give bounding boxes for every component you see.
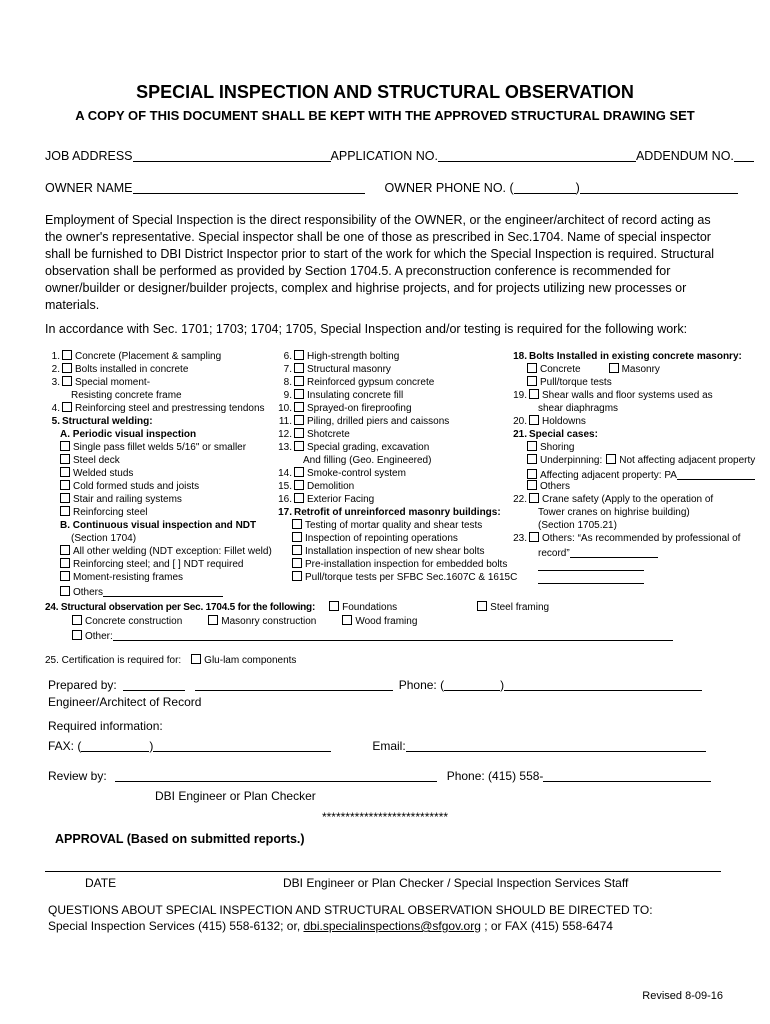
owner-name-label: OWNER NAME [45, 181, 133, 195]
item-number: 11. [278, 416, 292, 427]
revised-date-label: Revised 8-09-16 [642, 990, 723, 1002]
item-label: Others [540, 481, 571, 492]
prepared-by-short-field[interactable] [123, 678, 185, 691]
item-label: Inspection of repointing operations [305, 533, 458, 544]
inspection-column-1 [45, 350, 277, 597]
prepared-by-label: Prepared by: [48, 678, 117, 692]
inspection-item [512, 532, 760, 545]
item-label: Exterior Facing [307, 494, 375, 505]
checkbox[interactable] [527, 469, 537, 479]
owner-name-field[interactable] [133, 181, 365, 194]
item-label: record” [538, 548, 570, 559]
blank-field[interactable] [103, 584, 223, 597]
owner-phone-area-field[interactable] [514, 181, 576, 194]
inspection-item [45, 441, 277, 454]
intro-paragraph: Employment of Special Inspection is the direct responsibility of the OWNER, or the engineer/architect of record acting as the owner's representative. Special inspector shall be one of those as prescribed in Sec.1704. Name of special inspector shall be furnished to DBI District Inspector prior to start of the work for which the Special Inspection is required. Structural observation shall be performed as provided by Section 1704.5. A preconstruction conference is recommended for owner/builder or designer/builder projects, complex and highrise projects, and for projects utilizing new processes or materials. [45, 213, 715, 312]
checkbox[interactable] [62, 350, 72, 360]
questions-line: QUESTIONS ABOUT SPECIAL INSPECTION AND STRUCTURAL OBSERVATION SHOULD BE DIRECTED TO: [48, 903, 653, 917]
option-foundations [329, 602, 397, 613]
inspection-item [512, 389, 760, 402]
section-24-heading: 24. Structural observation per Sec. 1704.5 for the following: [45, 602, 316, 613]
fax-field[interactable] [153, 739, 331, 752]
paren-close: ) [500, 678, 505, 692]
blank-field[interactable] [570, 545, 658, 558]
item-label: (Section 1704) [71, 533, 137, 544]
inspection-item [512, 480, 760, 493]
item-number: 12. [278, 429, 292, 440]
item-label: Masonry [621, 364, 660, 375]
checkbox[interactable] [60, 571, 70, 581]
checkbox[interactable] [62, 376, 72, 386]
item-number: 6. [283, 351, 292, 362]
item-label: Reinforcing steel [73, 507, 148, 518]
option-steel-framing [477, 602, 549, 613]
section-24 [45, 601, 723, 642]
email-field[interactable] [406, 739, 706, 752]
contact-pre: Special Inspection Services (415) 558-6132; or, [48, 919, 304, 933]
item-number: 21. [513, 429, 527, 440]
checkbox[interactable] [60, 493, 70, 503]
inspection-item [277, 415, 512, 428]
item-label: Shotcrete [307, 429, 350, 440]
item-label: (Section 1705.21) [538, 520, 617, 531]
item-number: 20. [513, 416, 527, 427]
inspection-item [512, 571, 760, 584]
fax-label: FAX: ( [48, 739, 82, 753]
item-number: 17. [278, 507, 292, 518]
job-address-label: JOB ADDRESS [45, 149, 133, 163]
inspection-item [45, 415, 277, 428]
item-number: 8. [283, 377, 292, 388]
inspection-item [277, 389, 512, 402]
checkbox-label: Foundations [342, 602, 398, 613]
checkbox[interactable] [60, 506, 70, 516]
checkbox[interactable] [529, 532, 539, 542]
inspection-item [277, 402, 512, 415]
prepared-phone-label: Phone: ( [398, 678, 445, 692]
option-glulam [191, 655, 296, 666]
inspection-item [45, 402, 277, 415]
inspection-item [512, 441, 760, 454]
contact-line [48, 919, 613, 933]
item-label: Bolts Installed in existing concrete masonry: [529, 351, 742, 362]
item-number: 3. [51, 377, 60, 388]
item-label: Reinforcing steel and prestressing tendons [75, 403, 265, 414]
checkbox[interactable] [60, 480, 70, 490]
checkbox[interactable] [62, 402, 72, 412]
inspection-item [277, 532, 512, 545]
owner-phone-field[interactable] [580, 181, 738, 194]
checkbox[interactable] [529, 389, 539, 399]
option-other [72, 631, 673, 642]
checkbox[interactable] [60, 545, 70, 555]
checkbox[interactable] [292, 532, 302, 542]
inspection-item [512, 558, 760, 571]
review-by-row [48, 769, 711, 783]
signature-line[interactable] [45, 871, 721, 872]
checkbox[interactable] [60, 454, 70, 464]
inspection-item [277, 350, 512, 363]
item-label: Steel deck [73, 455, 120, 466]
option-wood-framing [342, 616, 417, 627]
inspection-item [512, 454, 760, 467]
checkbox[interactable] [294, 402, 304, 412]
inspection-item [45, 545, 277, 558]
inspection-item [512, 376, 760, 389]
inspection-item [45, 389, 277, 402]
item-number: 2. [51, 364, 60, 375]
item-number: 16. [278, 494, 292, 505]
inspection-item [277, 506, 512, 519]
prepared-by-name-field[interactable] [195, 678, 393, 691]
item-number: 1. [51, 351, 60, 362]
inspection-item [512, 363, 760, 376]
item-label: Bolts installed in concrete [75, 364, 189, 375]
review-phone-label: Phone: (415) 558- [446, 769, 544, 783]
item-number: 15. [278, 481, 292, 492]
checkbox[interactable] [294, 493, 304, 503]
inspection-item [277, 363, 512, 376]
checkbox[interactable] [62, 363, 72, 373]
item-label: Special cases: [529, 429, 598, 440]
item-label: Concrete (Placement & sampling [75, 351, 222, 362]
item-number: 23. [513, 533, 527, 544]
item-label: Others [73, 587, 104, 598]
inspection-item [45, 454, 277, 467]
review-by-label: Review by: [48, 769, 107, 783]
inspection-item [277, 428, 512, 441]
checkbox[interactable] [294, 441, 304, 451]
review-role-label: DBI Engineer or Plan Checker [155, 789, 316, 803]
option-masonry-construction [208, 616, 316, 627]
item-label: A. Periodic visual inspection [60, 429, 197, 440]
item-number: 10. [278, 403, 292, 414]
checkbox[interactable] [529, 493, 539, 503]
item-number: 9. [283, 390, 292, 401]
item-label: Resisting concrete frame [71, 390, 182, 401]
item-label: High-strength bolting [307, 351, 400, 362]
item-number: 22. [513, 494, 527, 505]
checkbox[interactable] [477, 601, 487, 611]
checkbox[interactable] [60, 441, 70, 451]
blank-field[interactable] [677, 467, 755, 480]
checkbox-label: Other: [85, 631, 113, 642]
checkbox[interactable] [292, 571, 302, 581]
item-label: Special moment- [75, 377, 151, 388]
checkbox[interactable] [292, 545, 302, 555]
item-label: Demolition [307, 481, 355, 492]
item-label: B. Continuous visual inspection and NDT [60, 520, 257, 531]
inspection-column-2 [277, 350, 518, 597]
item-label: Structural masonry [307, 364, 391, 375]
inspection-item [45, 519, 277, 532]
item-label: Crane safety (Apply to the operation of [542, 494, 714, 505]
checkbox[interactable] [294, 428, 304, 438]
checkbox[interactable] [527, 441, 537, 451]
item-number: 19. [513, 390, 527, 401]
item-label: Pull/torque tests [540, 377, 612, 388]
paren-close: ) [575, 181, 580, 195]
owner-row [45, 181, 738, 195]
checkbox[interactable] [294, 389, 304, 399]
prepared-role-label: Engineer/Architect of Record [48, 695, 202, 709]
checkbox[interactable] [527, 480, 537, 490]
inspection-item [45, 532, 277, 545]
inspection-item [512, 545, 760, 558]
checkbox[interactable] [292, 519, 302, 529]
signature-role-label: DBI Engineer or Plan Checker / Special Inspection Services Staff [283, 876, 629, 890]
inspection-item [512, 428, 760, 441]
inspection-item [512, 519, 760, 532]
checkbox[interactable] [294, 467, 304, 477]
checkbox[interactable] [208, 615, 218, 625]
inspection-item [277, 480, 512, 493]
item-label: Piling, drilled piers and caissons [307, 416, 450, 427]
fax-area-field[interactable] [81, 739, 149, 752]
item-label: Welded studs [73, 468, 134, 479]
checkbox[interactable] [294, 350, 304, 360]
inspection-item [45, 480, 277, 493]
inspection-item [277, 545, 512, 558]
application-no-label: APPLICATION NO. [330, 149, 438, 163]
inspection-item [277, 454, 512, 467]
checkbox[interactable] [529, 415, 539, 425]
inspection-item [277, 571, 518, 584]
inspection-item [45, 467, 277, 480]
blank-field[interactable] [538, 571, 644, 584]
item-label: Pre-installation inspection for embedded bolts [305, 559, 508, 570]
checkbox[interactable] [72, 615, 82, 625]
item-label: Testing of mortar quality and shear tests [305, 520, 483, 531]
email-link[interactable]: dbi.specialinspections@sfgov.org [303, 919, 481, 933]
checkbox[interactable] [342, 615, 352, 625]
checkbox[interactable] [294, 363, 304, 373]
required-info-heading: Required information: [48, 719, 163, 733]
date-label: DATE [85, 876, 117, 890]
inspection-item [45, 428, 277, 441]
checkbox[interactable] [527, 376, 537, 386]
checkbox[interactable] [60, 467, 70, 477]
item-label: Shear walls and floor systems used as [542, 390, 713, 401]
inspection-item [45, 506, 277, 519]
item-number: 18. [513, 351, 527, 362]
owner-phone-label: OWNER PHONE NO. ( [384, 181, 514, 195]
inspection-column-3 [512, 350, 760, 597]
item-number: 4. [51, 403, 60, 414]
inspection-item [512, 506, 760, 519]
item-label: And filling (Geo. Engineered) [303, 455, 432, 466]
contact-post: ; or FAX (415) 558-6474 [480, 919, 613, 933]
item-label: All other welding (NDT exception: Fillet weld) [73, 546, 272, 557]
item-label: Concrete [540, 364, 581, 375]
item-label: Pull/torque tests per SFBC Sec.1607C & 1615C [305, 572, 518, 583]
inspection-item [512, 493, 760, 506]
inspection-item [277, 441, 512, 454]
item-label: Moment-resisting frames [73, 572, 184, 583]
checkbox[interactable] [609, 363, 619, 373]
checkbox-label: Wood framing [355, 615, 418, 627]
inspection-item [45, 350, 277, 363]
checkbox[interactable] [191, 654, 201, 664]
item-number: 14. [278, 468, 292, 479]
checkbox[interactable] [60, 586, 70, 596]
checkbox[interactable] [329, 601, 339, 611]
item-label: Not affecting adjacent property [619, 455, 756, 466]
section-25-heading: 25. Certification is required for: [45, 655, 182, 666]
addendum-no-field[interactable] [734, 149, 754, 162]
inspection-item [512, 350, 760, 363]
checkbox[interactable] [292, 558, 302, 568]
item-number: 7. [283, 364, 292, 375]
item-label: Reinforcing steel; and [ ] NDT required [73, 559, 244, 570]
inspection-item [45, 571, 277, 584]
item-label: Reinforced gypsum concrete [307, 377, 435, 388]
item-label: Installation inspection of new shear bolts [305, 546, 485, 557]
item-label: Insulating concrete fill [307, 390, 404, 401]
review-by-field[interactable] [115, 769, 437, 782]
addendum-no-label: ADDENDUM NO. [635, 149, 734, 163]
inspection-item [512, 402, 760, 415]
checkbox-label: Glu-lam components [204, 655, 297, 666]
prepared-by-row [48, 678, 702, 692]
prepared-phone-area-field[interactable] [444, 678, 500, 691]
job-address-field[interactable] [133, 149, 331, 162]
item-label: Tower cranes on highrise building) [538, 507, 690, 518]
checkbox-label: Masonry construction [221, 615, 317, 627]
item-label: Structural welding: [62, 416, 153, 427]
checkbox[interactable] [294, 480, 304, 490]
checkbox[interactable] [60, 558, 70, 568]
inspection-item [277, 376, 512, 389]
inspection-item [277, 493, 512, 506]
fax-email-row [48, 739, 706, 753]
checkbox-label: Concrete construction [85, 615, 183, 627]
item-label: Others: “As recommended by professional of [542, 533, 741, 544]
item-label: Retrofit of unreinforced masonry buildings: [294, 507, 501, 518]
inspection-item [512, 415, 760, 428]
inspection-item [277, 558, 512, 571]
item-label: Single pass fillet welds 5/16" or smaller [73, 442, 247, 453]
checkbox[interactable] [527, 363, 537, 373]
inspection-item [45, 363, 277, 376]
checkbox[interactable] [294, 376, 304, 386]
item-label: Shoring [540, 442, 575, 453]
option-concrete-construction [72, 616, 182, 627]
item-label: Special grading, excavation [307, 442, 430, 453]
item-number: 13. [278, 442, 292, 453]
inspection-item [512, 467, 760, 480]
review-phone-field[interactable] [543, 769, 711, 782]
inspection-item [45, 584, 277, 597]
checkbox-label: Steel framing [490, 602, 550, 613]
inspection-item [277, 519, 512, 532]
item-label: Sprayed-on fireproofing [307, 403, 412, 414]
form-title: SPECIAL INSPECTION AND STRUCTURAL OBSERVATION [136, 82, 634, 102]
item-label: Stair and railing systems [73, 494, 182, 505]
item-label: Affecting adjacent property: PA [540, 470, 677, 481]
email-label: Email: [372, 739, 406, 753]
checkbox[interactable] [606, 454, 616, 464]
section-25 [45, 654, 296, 668]
blank-field[interactable] [538, 558, 644, 571]
application-no-field[interactable] [438, 149, 636, 162]
approval-heading: APPROVAL (Based on submitted reports.) [55, 832, 305, 846]
form-subtitle: A COPY OF THIS DOCUMENT SHALL BE KEPT WITH THE APPROVED STRUCTURAL DRAWING SET [75, 108, 695, 123]
inspection-item [45, 376, 277, 389]
checkbox[interactable] [72, 630, 82, 640]
inspection-item [45, 493, 277, 506]
prepared-phone-field[interactable] [504, 678, 702, 691]
item-label: Holdowns [542, 416, 586, 427]
job-address-row [45, 149, 754, 163]
stars-divider: *************************** [321, 810, 449, 824]
other-field[interactable] [113, 628, 673, 641]
inspection-columns [45, 350, 760, 597]
checkbox[interactable] [294, 415, 304, 425]
accordance-line: In accordance with Sec. 1701; 1703; 1704; 1705, Special Inspection and/or testing is required for the following work: [45, 322, 688, 336]
item-label: Smoke-control system [307, 468, 406, 479]
item-number: 5. [51, 416, 60, 427]
checkbox[interactable] [527, 454, 537, 464]
item-label: Underpinning: [540, 455, 603, 466]
inspection-item [45, 558, 277, 571]
paren-close: ) [149, 739, 154, 753]
item-label: shear diaphragms [538, 403, 619, 414]
item-label: Cold formed studs and joists [73, 481, 200, 492]
inspection-item [277, 467, 512, 480]
